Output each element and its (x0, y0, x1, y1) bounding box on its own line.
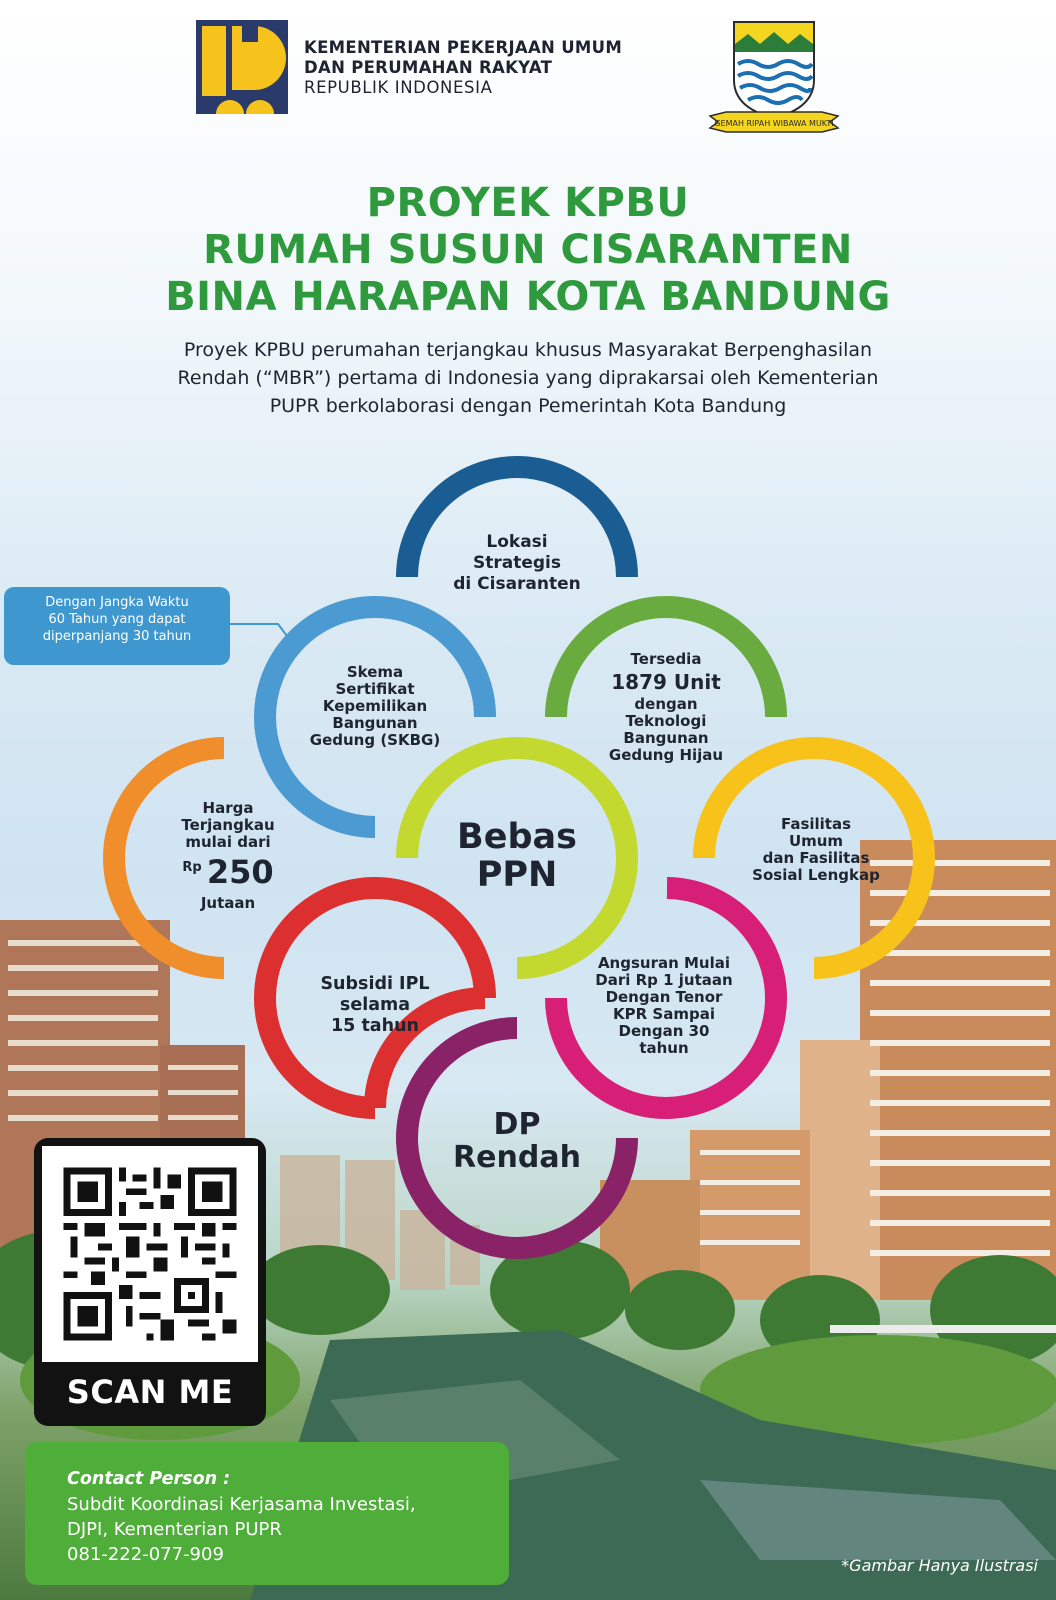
fasilitas-line-1: Fasilitas (780, 815, 852, 833)
qr-card[interactable] (34, 1138, 266, 1426)
contact-phone[interactable]: 081-222-077-909 (67, 1544, 224, 1565)
feature-angsuran (574, 955, 754, 1057)
contact-line-1: Subdit Koordinasi Kerjasama Investasi, (67, 1494, 416, 1515)
angsuran-line-1: Angsuran Mulai (597, 954, 731, 972)
harga-line-1: Harga (202, 799, 254, 817)
skbg-line-2: Sertifikat (335, 680, 415, 698)
title-line-2: RUMAH SUSUN CISARANTEN (203, 227, 853, 273)
feature-fasilitas (736, 816, 896, 884)
contact-heading: Contact Person : (67, 1469, 231, 1489)
angsuran-line-5: Dengan 30 (618, 1022, 710, 1040)
feature-ipl (290, 974, 460, 1037)
lokasi-line-3: di Cisaranten (453, 574, 581, 594)
harga-amount: 250 (206, 853, 274, 891)
fasilitas-line-3: dan Fasilitas (762, 849, 870, 867)
ipl-line-3: 15 tahun (331, 1016, 419, 1036)
title-line-3: BINA HARAPAN KOTA BANDUNG (165, 274, 891, 320)
callout-line-1: Dengan Jangka Waktu (45, 595, 189, 610)
callout-line-3: diperpanjang 30 tahun (42, 629, 192, 644)
bandung-motto: GEMAH RIPAH WIBAWA MUKTI (714, 119, 834, 128)
angsuran-line-6: tahun (639, 1039, 689, 1057)
dp-line-2: Rendah (453, 1140, 581, 1175)
unit-line-1: Tersedia (630, 650, 702, 668)
dp-line-1: DP (493, 1107, 541, 1142)
skbg-line-5: Gedung (SKBG) (309, 731, 441, 749)
unit-line-5: Bangunan (623, 729, 709, 747)
ppn-line-2: PPN (476, 855, 558, 895)
callout-line-2: 60 Tahun yang dapat (48, 612, 186, 627)
illustration-disclaimer: *Gambar Hanya Ilustrasi (841, 1556, 1038, 1575)
harga-line-5: Jutaan (200, 894, 256, 912)
angsuran-line-4: KPR Sampai (613, 1005, 715, 1023)
ministry-line-3: REPUBLIK INDONESIA (304, 78, 493, 97)
intro-line-1: Proyek KPBU perumahan terjangkau khusus Masyarakat Berpenghasilan (183, 339, 873, 361)
feature-ppn (437, 818, 597, 894)
qr-code[interactable] (42, 1146, 258, 1362)
unit-line-6: Gedung Hijau (608, 746, 724, 764)
feature-skbg (295, 664, 455, 749)
ipl-line-2: selama (339, 995, 411, 1015)
feature-dp (427, 1108, 607, 1174)
term-callout (4, 587, 230, 665)
ministry-line-1: KEMENTERIAN PEKERJAAN UMUM (304, 38, 623, 57)
skbg-line-3: Kepemilikan (322, 697, 428, 715)
skbg-line-1: Skema (346, 663, 404, 681)
ministry-line-2: DAN PERUMAHAN RAKYAT (304, 58, 553, 77)
callout-connector (230, 624, 290, 640)
unit-line-4: Teknologi (625, 712, 707, 730)
lokasi-line-1: Lokasi (486, 532, 548, 552)
title-line-1: PROYEK KPBU (366, 180, 690, 226)
unit-line-3: dengan (634, 695, 698, 713)
contact-line-2: DJPI, Kementerian PUPR (67, 1519, 282, 1540)
feature-unit (586, 651, 746, 764)
harga-currency: Rp (182, 860, 202, 875)
intro-line-3: PUPR berkolaborasi dengan Pemerintah Kota Bandung (269, 395, 787, 417)
angsuran-line-2: Dari Rp 1 jutaan (595, 971, 733, 989)
ipl-line-1: Subsidi IPL (320, 974, 430, 994)
feature-lokasi (437, 532, 597, 595)
angsuran-line-3: Dengan Tenor (605, 988, 723, 1006)
unit-line-2: 1879 Unit (611, 670, 721, 694)
intro-line-2: Rendah (“MBR”) pertama di Indonesia yang diprakarsai oleh Kementerian (177, 367, 879, 389)
harga-line-3: mulai dari (185, 833, 271, 851)
feature-harga (158, 800, 298, 912)
fasilitas-line-2: Umum (788, 832, 844, 850)
skbg-line-4: Bangunan (332, 714, 418, 732)
scan-me-label: SCAN ME (66, 1373, 234, 1411)
lokasi-line-2: Strategis (473, 553, 561, 573)
ppn-line-1: Bebas (457, 817, 577, 857)
fasilitas-line-4: Sosial Lengkap (752, 866, 880, 884)
contact-box (25, 1442, 509, 1585)
harga-line-2: Terjangkau (181, 816, 275, 834)
